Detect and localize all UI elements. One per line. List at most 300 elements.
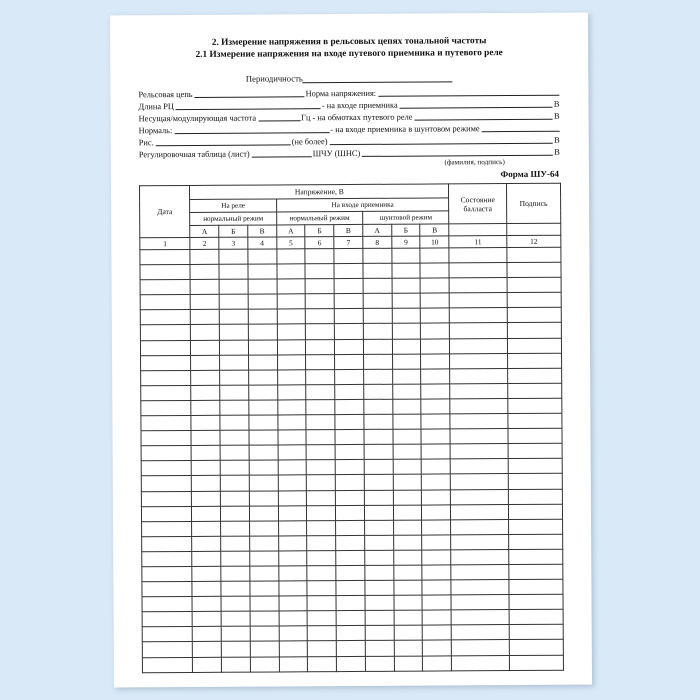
table-cell[interactable] (363, 309, 392, 324)
table-cell[interactable] (507, 353, 561, 368)
table-cell[interactable] (393, 490, 422, 505)
table-cell[interactable] (278, 445, 307, 460)
table-cell[interactable] (277, 264, 306, 279)
table-cell[interactable] (508, 504, 562, 519)
table-cell[interactable] (141, 476, 191, 491)
table-cell[interactable] (306, 430, 335, 445)
table-cell[interactable] (450, 308, 508, 323)
table-cell[interactable] (142, 582, 192, 597)
table-cell[interactable] (192, 566, 221, 581)
table-cell[interactable] (277, 249, 306, 264)
table-cell[interactable] (508, 428, 562, 443)
table-cell[interactable] (422, 595, 451, 610)
table-cell[interactable] (508, 459, 562, 474)
table-cell[interactable] (221, 596, 250, 611)
table-cell[interactable] (140, 340, 190, 355)
table-cell[interactable] (278, 566, 307, 581)
table-cell[interactable] (364, 505, 393, 520)
table-cell[interactable] (363, 263, 392, 278)
field-blank-receiver-input[interactable] (400, 98, 553, 109)
table-cell[interactable] (141, 370, 191, 385)
table-cell[interactable] (450, 368, 508, 383)
table-cell[interactable] (221, 626, 250, 641)
table-cell[interactable] (307, 475, 336, 490)
table-cell[interactable] (141, 416, 191, 431)
table-cell[interactable] (392, 369, 421, 384)
table-cell[interactable] (191, 370, 220, 385)
table-cell[interactable] (507, 292, 561, 307)
table-cell[interactable] (305, 279, 334, 294)
table-cell[interactable] (334, 294, 363, 309)
table-cell[interactable] (335, 384, 364, 399)
table-cell[interactable] (363, 339, 392, 354)
table-cell[interactable] (451, 595, 509, 610)
table-cell[interactable] (507, 247, 561, 262)
table-cell[interactable] (250, 656, 279, 671)
table-cell[interactable] (450, 383, 508, 398)
table-cell[interactable] (192, 596, 221, 611)
table-cell[interactable] (192, 476, 221, 491)
table-cell[interactable] (421, 399, 450, 414)
table-cell[interactable] (508, 413, 562, 428)
table-cell[interactable] (248, 279, 277, 294)
table-cell[interactable] (451, 610, 509, 625)
table-cell[interactable] (393, 459, 422, 474)
field-blank-not-more[interactable] (329, 134, 553, 145)
table-cell[interactable] (306, 294, 335, 309)
table-cell[interactable] (142, 536, 192, 551)
table-cell[interactable] (277, 385, 306, 400)
table-cell[interactable] (307, 550, 336, 565)
table-cell[interactable] (220, 385, 249, 400)
table-cell[interactable] (393, 535, 422, 550)
table-cell[interactable] (508, 474, 562, 489)
table-cell[interactable] (393, 399, 422, 414)
table-cell[interactable] (450, 353, 508, 368)
table-cell[interactable] (394, 595, 423, 610)
table-cell[interactable] (190, 279, 219, 294)
table-cell[interactable] (221, 506, 250, 521)
table-cell[interactable] (279, 626, 308, 641)
table-cell[interactable] (508, 398, 562, 413)
table-cell[interactable] (509, 564, 563, 579)
table-cell[interactable] (142, 566, 192, 581)
table-cell[interactable] (279, 581, 308, 596)
table-cell[interactable] (142, 521, 192, 536)
table-cell[interactable] (277, 324, 306, 339)
table-cell[interactable] (305, 264, 334, 279)
table-cell[interactable] (250, 551, 279, 566)
table-cell[interactable] (336, 505, 365, 520)
table-cell[interactable] (422, 580, 451, 595)
table-cell[interactable] (250, 566, 279, 581)
table-cell[interactable] (307, 535, 336, 550)
table-cell[interactable] (249, 521, 278, 536)
table-cell[interactable] (336, 550, 365, 565)
table-cell[interactable] (508, 443, 562, 458)
table-cell[interactable] (305, 249, 334, 264)
table-cell[interactable] (507, 262, 561, 277)
table-cell[interactable] (363, 248, 392, 263)
table-cell[interactable] (509, 549, 563, 564)
table-cell[interactable] (141, 431, 191, 446)
table-cell[interactable] (141, 385, 191, 400)
table-cell[interactable] (221, 566, 250, 581)
table-cell[interactable] (421, 338, 450, 353)
table-cell[interactable] (278, 536, 307, 551)
table-cell[interactable] (191, 415, 220, 430)
table-cell[interactable] (450, 429, 508, 444)
table-cell[interactable] (250, 611, 279, 626)
table-cell[interactable] (221, 536, 250, 551)
table-cell[interactable] (449, 248, 507, 263)
table-cell[interactable] (219, 310, 248, 325)
table-cell[interactable] (140, 325, 190, 340)
table-cell[interactable] (220, 415, 249, 430)
field-blank-normal[interactable] (174, 123, 329, 134)
periodicity-blank[interactable] (303, 72, 453, 83)
table-cell[interactable] (365, 595, 394, 610)
table-cell[interactable] (364, 444, 393, 459)
table-cell[interactable] (335, 339, 364, 354)
table-cell[interactable] (336, 490, 365, 505)
table-cell[interactable] (307, 566, 336, 581)
table-cell[interactable] (191, 446, 220, 461)
table-cell[interactable] (141, 400, 191, 415)
table-cell[interactable] (393, 505, 422, 520)
table-cell[interactable] (141, 506, 191, 521)
table-cell[interactable] (394, 641, 423, 656)
table-cell[interactable] (365, 626, 394, 641)
table-cell[interactable] (248, 309, 277, 324)
table-cell[interactable] (248, 355, 277, 370)
table-cell[interactable] (220, 430, 249, 445)
table-cell[interactable] (364, 475, 393, 490)
table-cell[interactable] (392, 308, 421, 323)
table-cell[interactable] (306, 354, 335, 369)
table-cell[interactable] (306, 415, 335, 430)
table-cell[interactable] (364, 414, 393, 429)
table-cell[interactable] (336, 641, 365, 656)
table-cell[interactable] (507, 338, 561, 353)
table-cell[interactable] (335, 324, 364, 339)
table-cell[interactable] (421, 429, 450, 444)
table-cell[interactable] (142, 627, 192, 642)
table-cell[interactable] (363, 354, 392, 369)
table-cell[interactable] (423, 655, 452, 670)
table-cell[interactable] (421, 308, 450, 323)
table-cell[interactable] (421, 354, 450, 369)
table-cell[interactable] (191, 385, 220, 400)
table-cell[interactable] (307, 490, 336, 505)
table-cell[interactable] (392, 278, 421, 293)
table-cell[interactable] (394, 580, 423, 595)
table-cell[interactable] (250, 626, 279, 641)
table-cell[interactable] (364, 460, 393, 475)
table-cell[interactable] (365, 610, 394, 625)
table-cell[interactable] (393, 444, 422, 459)
table-cell[interactable] (336, 596, 365, 611)
table-cell[interactable] (392, 263, 421, 278)
table-cell[interactable] (507, 308, 561, 323)
table-cell[interactable] (363, 278, 392, 293)
table-cell[interactable] (364, 520, 393, 535)
table-cell[interactable] (192, 506, 221, 521)
table-cell[interactable] (193, 627, 222, 642)
table-cell[interactable] (365, 580, 394, 595)
table-cell[interactable] (220, 370, 249, 385)
table-cell[interactable] (336, 580, 365, 595)
table-cell[interactable] (451, 580, 509, 595)
table-cell[interactable] (220, 400, 249, 415)
table-cell[interactable] (308, 656, 337, 671)
table-cell[interactable] (192, 612, 221, 627)
table-cell[interactable] (307, 520, 336, 535)
table-cell[interactable] (422, 520, 451, 535)
table-cell[interactable] (277, 309, 306, 324)
table-cell[interactable] (191, 340, 220, 355)
table-cell[interactable] (507, 277, 561, 292)
table-cell[interactable] (451, 504, 509, 519)
table-cell[interactable] (220, 355, 249, 370)
table-cell[interactable] (450, 414, 508, 429)
table-cell[interactable] (450, 338, 508, 353)
table-cell[interactable] (248, 249, 277, 264)
table-cell[interactable] (335, 399, 364, 414)
table-cell[interactable] (191, 310, 220, 325)
table-cell[interactable] (307, 505, 336, 520)
table-cell[interactable] (248, 340, 277, 355)
table-cell[interactable] (421, 293, 450, 308)
table-cell[interactable] (364, 429, 393, 444)
table-cell[interactable] (509, 655, 563, 670)
table-cell[interactable] (279, 656, 308, 671)
table-cell[interactable] (191, 400, 220, 415)
table-cell[interactable] (334, 279, 363, 294)
table-cell[interactable] (221, 611, 250, 626)
table-cell[interactable] (221, 551, 250, 566)
table-cell[interactable] (142, 642, 192, 657)
table-cell[interactable] (308, 626, 337, 641)
table-cell[interactable] (364, 369, 393, 384)
table-cell[interactable] (394, 565, 423, 580)
table-cell[interactable] (365, 641, 394, 656)
table-cell[interactable] (394, 656, 423, 671)
field-blank-rail-circuit[interactable] (195, 87, 305, 98)
table-cell[interactable] (335, 460, 364, 475)
field-blank-voltage-norm[interactable] (378, 86, 559, 97)
table-cell[interactable] (219, 264, 248, 279)
table-cell[interactable] (249, 490, 278, 505)
table-cell[interactable] (422, 459, 451, 474)
table-cell[interactable] (140, 280, 190, 295)
table-cell[interactable] (250, 596, 279, 611)
table-cell[interactable] (307, 460, 336, 475)
table-cell[interactable] (421, 384, 450, 399)
table-cell[interactable] (423, 610, 452, 625)
table-cell[interactable] (508, 519, 562, 534)
table-cell[interactable] (422, 504, 451, 519)
table-cell[interactable] (249, 430, 278, 445)
table-cell[interactable] (192, 521, 221, 536)
table-cell[interactable] (335, 369, 364, 384)
table-cell[interactable] (193, 642, 222, 657)
table-cell[interactable] (364, 399, 393, 414)
table-cell[interactable] (140, 295, 190, 310)
table-cell[interactable] (392, 248, 421, 263)
table-cell[interactable] (220, 445, 249, 460)
table-cell[interactable] (141, 446, 191, 461)
table-cell[interactable] (308, 611, 337, 626)
table-cell[interactable] (420, 263, 449, 278)
table-cell[interactable] (392, 354, 421, 369)
table-cell[interactable] (277, 339, 306, 354)
table-cell[interactable] (365, 550, 394, 565)
table-cell[interactable] (249, 370, 278, 385)
field-blank-frequency[interactable] (258, 111, 300, 121)
table-cell[interactable] (249, 400, 278, 415)
table-cell[interactable] (219, 325, 248, 340)
table-cell[interactable] (451, 565, 509, 580)
table-cell[interactable] (249, 475, 278, 490)
table-cell[interactable] (142, 597, 192, 612)
table-cell[interactable] (421, 278, 450, 293)
table-cell[interactable] (278, 475, 307, 490)
table-cell[interactable] (509, 609, 563, 624)
table-cell[interactable] (365, 565, 394, 580)
table-cell[interactable] (220, 491, 249, 506)
table-cell[interactable] (277, 279, 306, 294)
table-cell[interactable] (190, 249, 219, 264)
table-cell[interactable] (423, 640, 452, 655)
table-cell[interactable] (420, 248, 449, 263)
field-blank-relay-coils[interactable] (414, 110, 553, 121)
table-cell[interactable] (140, 310, 190, 325)
table-cell[interactable] (191, 355, 220, 370)
table-cell[interactable] (452, 640, 510, 655)
table-cell[interactable] (249, 385, 278, 400)
field-blank-adjust-table[interactable] (252, 147, 312, 157)
table-cell[interactable] (278, 551, 307, 566)
table-cell[interactable] (394, 610, 423, 625)
table-cell[interactable] (192, 536, 221, 551)
table-cell[interactable] (364, 384, 393, 399)
table-cell[interactable] (507, 323, 561, 338)
table-cell[interactable] (449, 278, 507, 293)
table-cell[interactable] (278, 415, 307, 430)
table-cell[interactable] (306, 339, 335, 354)
table-cell[interactable] (393, 520, 422, 535)
table-cell[interactable] (336, 626, 365, 641)
table-cell[interactable] (363, 294, 392, 309)
table-cell[interactable] (279, 611, 308, 626)
table-cell[interactable] (306, 324, 335, 339)
table-cell[interactable] (192, 491, 221, 506)
table-cell[interactable] (192, 461, 221, 476)
table-cell[interactable] (334, 309, 363, 324)
table-cell[interactable] (277, 354, 306, 369)
table-cell[interactable] (452, 655, 510, 670)
table-cell[interactable] (421, 369, 450, 384)
table-cell[interactable] (308, 641, 337, 656)
table-cell[interactable] (221, 657, 250, 672)
table-row[interactable] (142, 655, 563, 673)
table-cell[interactable] (392, 293, 421, 308)
table-cell[interactable] (142, 551, 192, 566)
table-cell[interactable] (392, 384, 421, 399)
table-cell[interactable] (307, 445, 336, 460)
table-cell[interactable] (508, 383, 562, 398)
table-cell[interactable] (279, 596, 308, 611)
table-cell[interactable] (450, 323, 508, 338)
field-blank-length[interactable] (176, 99, 321, 110)
table-cell[interactable] (307, 581, 336, 596)
table-cell[interactable] (248, 324, 277, 339)
table-cell[interactable] (394, 625, 423, 640)
table-cell[interactable] (221, 581, 250, 596)
table-cell[interactable] (451, 534, 509, 549)
table-cell[interactable] (422, 489, 451, 504)
table-cell[interactable] (508, 368, 562, 383)
table-cell[interactable] (219, 279, 248, 294)
table-cell[interactable] (335, 430, 364, 445)
table-cell[interactable] (451, 474, 509, 489)
table-cell[interactable] (337, 656, 366, 671)
table-cell[interactable] (509, 534, 563, 549)
table-cell[interactable] (365, 656, 394, 671)
table-cell[interactable] (336, 520, 365, 535)
table-cell[interactable] (220, 460, 249, 475)
table-cell[interactable] (336, 535, 365, 550)
table-cell[interactable] (421, 323, 450, 338)
table-cell[interactable] (192, 581, 221, 596)
table-cell[interactable] (140, 249, 190, 264)
table-cell[interactable] (451, 459, 509, 474)
table-cell[interactable] (422, 550, 451, 565)
table-cell[interactable] (451, 549, 509, 564)
field-blank-shunt-receiver[interactable] (482, 122, 560, 132)
table-cell[interactable] (423, 625, 452, 640)
table-cell[interactable] (449, 293, 507, 308)
table-cell[interactable] (392, 324, 421, 339)
table-cell[interactable] (221, 642, 250, 657)
table-cell[interactable] (335, 445, 364, 460)
table-cell[interactable] (249, 506, 278, 521)
table-cell[interactable] (141, 355, 191, 370)
table-cell[interactable] (306, 384, 335, 399)
table-cell[interactable] (307, 596, 336, 611)
table-cell[interactable] (193, 657, 222, 672)
table-cell[interactable] (278, 505, 307, 520)
table-cell[interactable] (277, 370, 306, 385)
table-cell[interactable] (393, 474, 422, 489)
table-cell[interactable] (249, 445, 278, 460)
table-cell[interactable] (364, 490, 393, 505)
table-cell[interactable] (250, 641, 279, 656)
table-cell[interactable] (191, 325, 220, 340)
table-cell[interactable] (221, 521, 250, 536)
table-cell[interactable] (306, 309, 335, 324)
table-cell[interactable] (250, 536, 279, 551)
table-cell[interactable] (248, 294, 277, 309)
table-cell[interactable] (277, 400, 306, 415)
table-cell[interactable] (509, 579, 563, 594)
table-cell[interactable] (508, 489, 562, 504)
table-cell[interactable] (278, 430, 307, 445)
table-cell[interactable] (278, 490, 307, 505)
table-cell[interactable] (190, 264, 219, 279)
table-cell[interactable] (278, 460, 307, 475)
